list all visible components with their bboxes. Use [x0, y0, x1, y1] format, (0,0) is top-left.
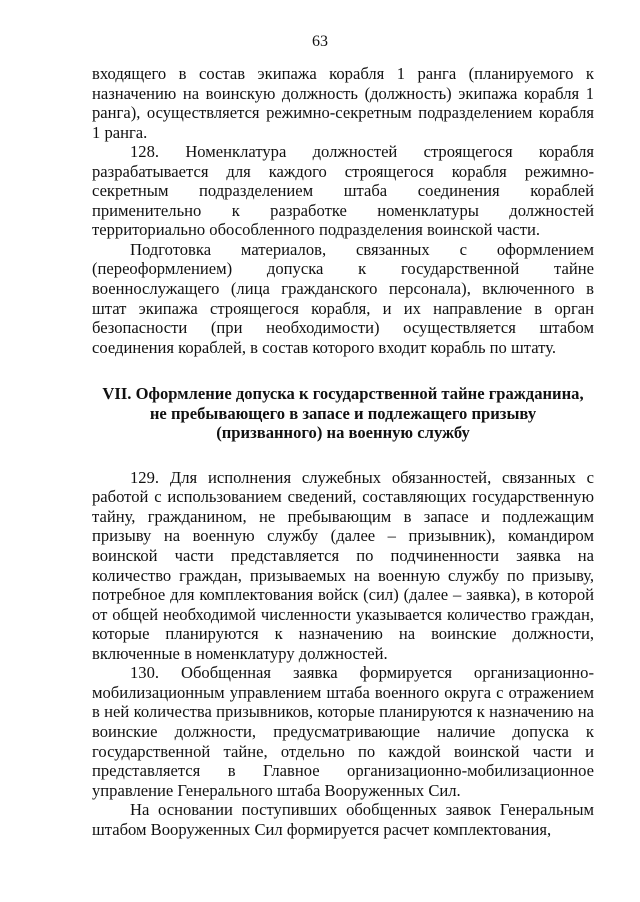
paragraph-130: 130. Обобщенная заявка формируется организационно-мобилизационным управлением штаба военного округа с отражением в ней количества призывников, которые планируются к назначению на воинские должности, предусматривающие наличие допуска к государственной тайне, отдельно по каждой воинской части и представляется в Главное организационно-мобилизационное управление Генерального штаба Вооруженных Сил. — [92, 663, 594, 800]
paragraph-128: 128. Номенклатура должностей строящегося корабля разрабатывается для каждого строящегося корабля режимно-секретным подразделением штаба соединения кораблей применительно к разработке номенклатуры должностей территориально обособленного подразделения воинской части. — [92, 142, 594, 240]
paragraph-continuation: входящего в состав экипажа корабля 1 ранга (планируемого к назначению на воинскую должность (должность) экипажа корабля 1 ранга), осуществляется режимно-секретным подразделением корабля 1 ранга. — [92, 64, 594, 142]
paragraph-preparation: Подготовка материалов, связанных с оформлением (переоформлением) допуска к государственной тайне военнослужащего (лица гражданского персонала), включенного в штат экипажа строящегося корабля, и их направление в орган безопасности (при необходимости) осуществляется штабом соединения кораблей, в состав которого входит корабль по штату. — [92, 239, 594, 357]
paragraph-basis: На основании поступивших обобщенных заявок Генеральным штабом Вооруженных Сил формируется расчет комплектования, — [92, 800, 594, 839]
paragraph-129: 129. Для исполнения служебных обязанностей, связанных с работой с использованием сведений, составляющих государственную тайну, гражданином, не пребывающим в запасе и подлежащим призыву на военную службу (далее – призывник), командиром воинской части представляется по подчиненности заявка на количество граждан, призываемых на военную службу по призыву, потребное для комплектования войск (сил) (далее – заявка), в которой от общей необходимой численности указывается количество граждан, которые планируются к назначению на воинские должности, включенные в номенклатуру должностей. — [92, 467, 594, 663]
section-heading-vii: VII. Оформление допуска к государственной тайне гражданина, не пребывающего в запасе и подлежащего призыву (призванного) на военную службу — [102, 384, 584, 443]
document-body — [92, 64, 594, 839]
page-number: 63 — [312, 33, 328, 50]
